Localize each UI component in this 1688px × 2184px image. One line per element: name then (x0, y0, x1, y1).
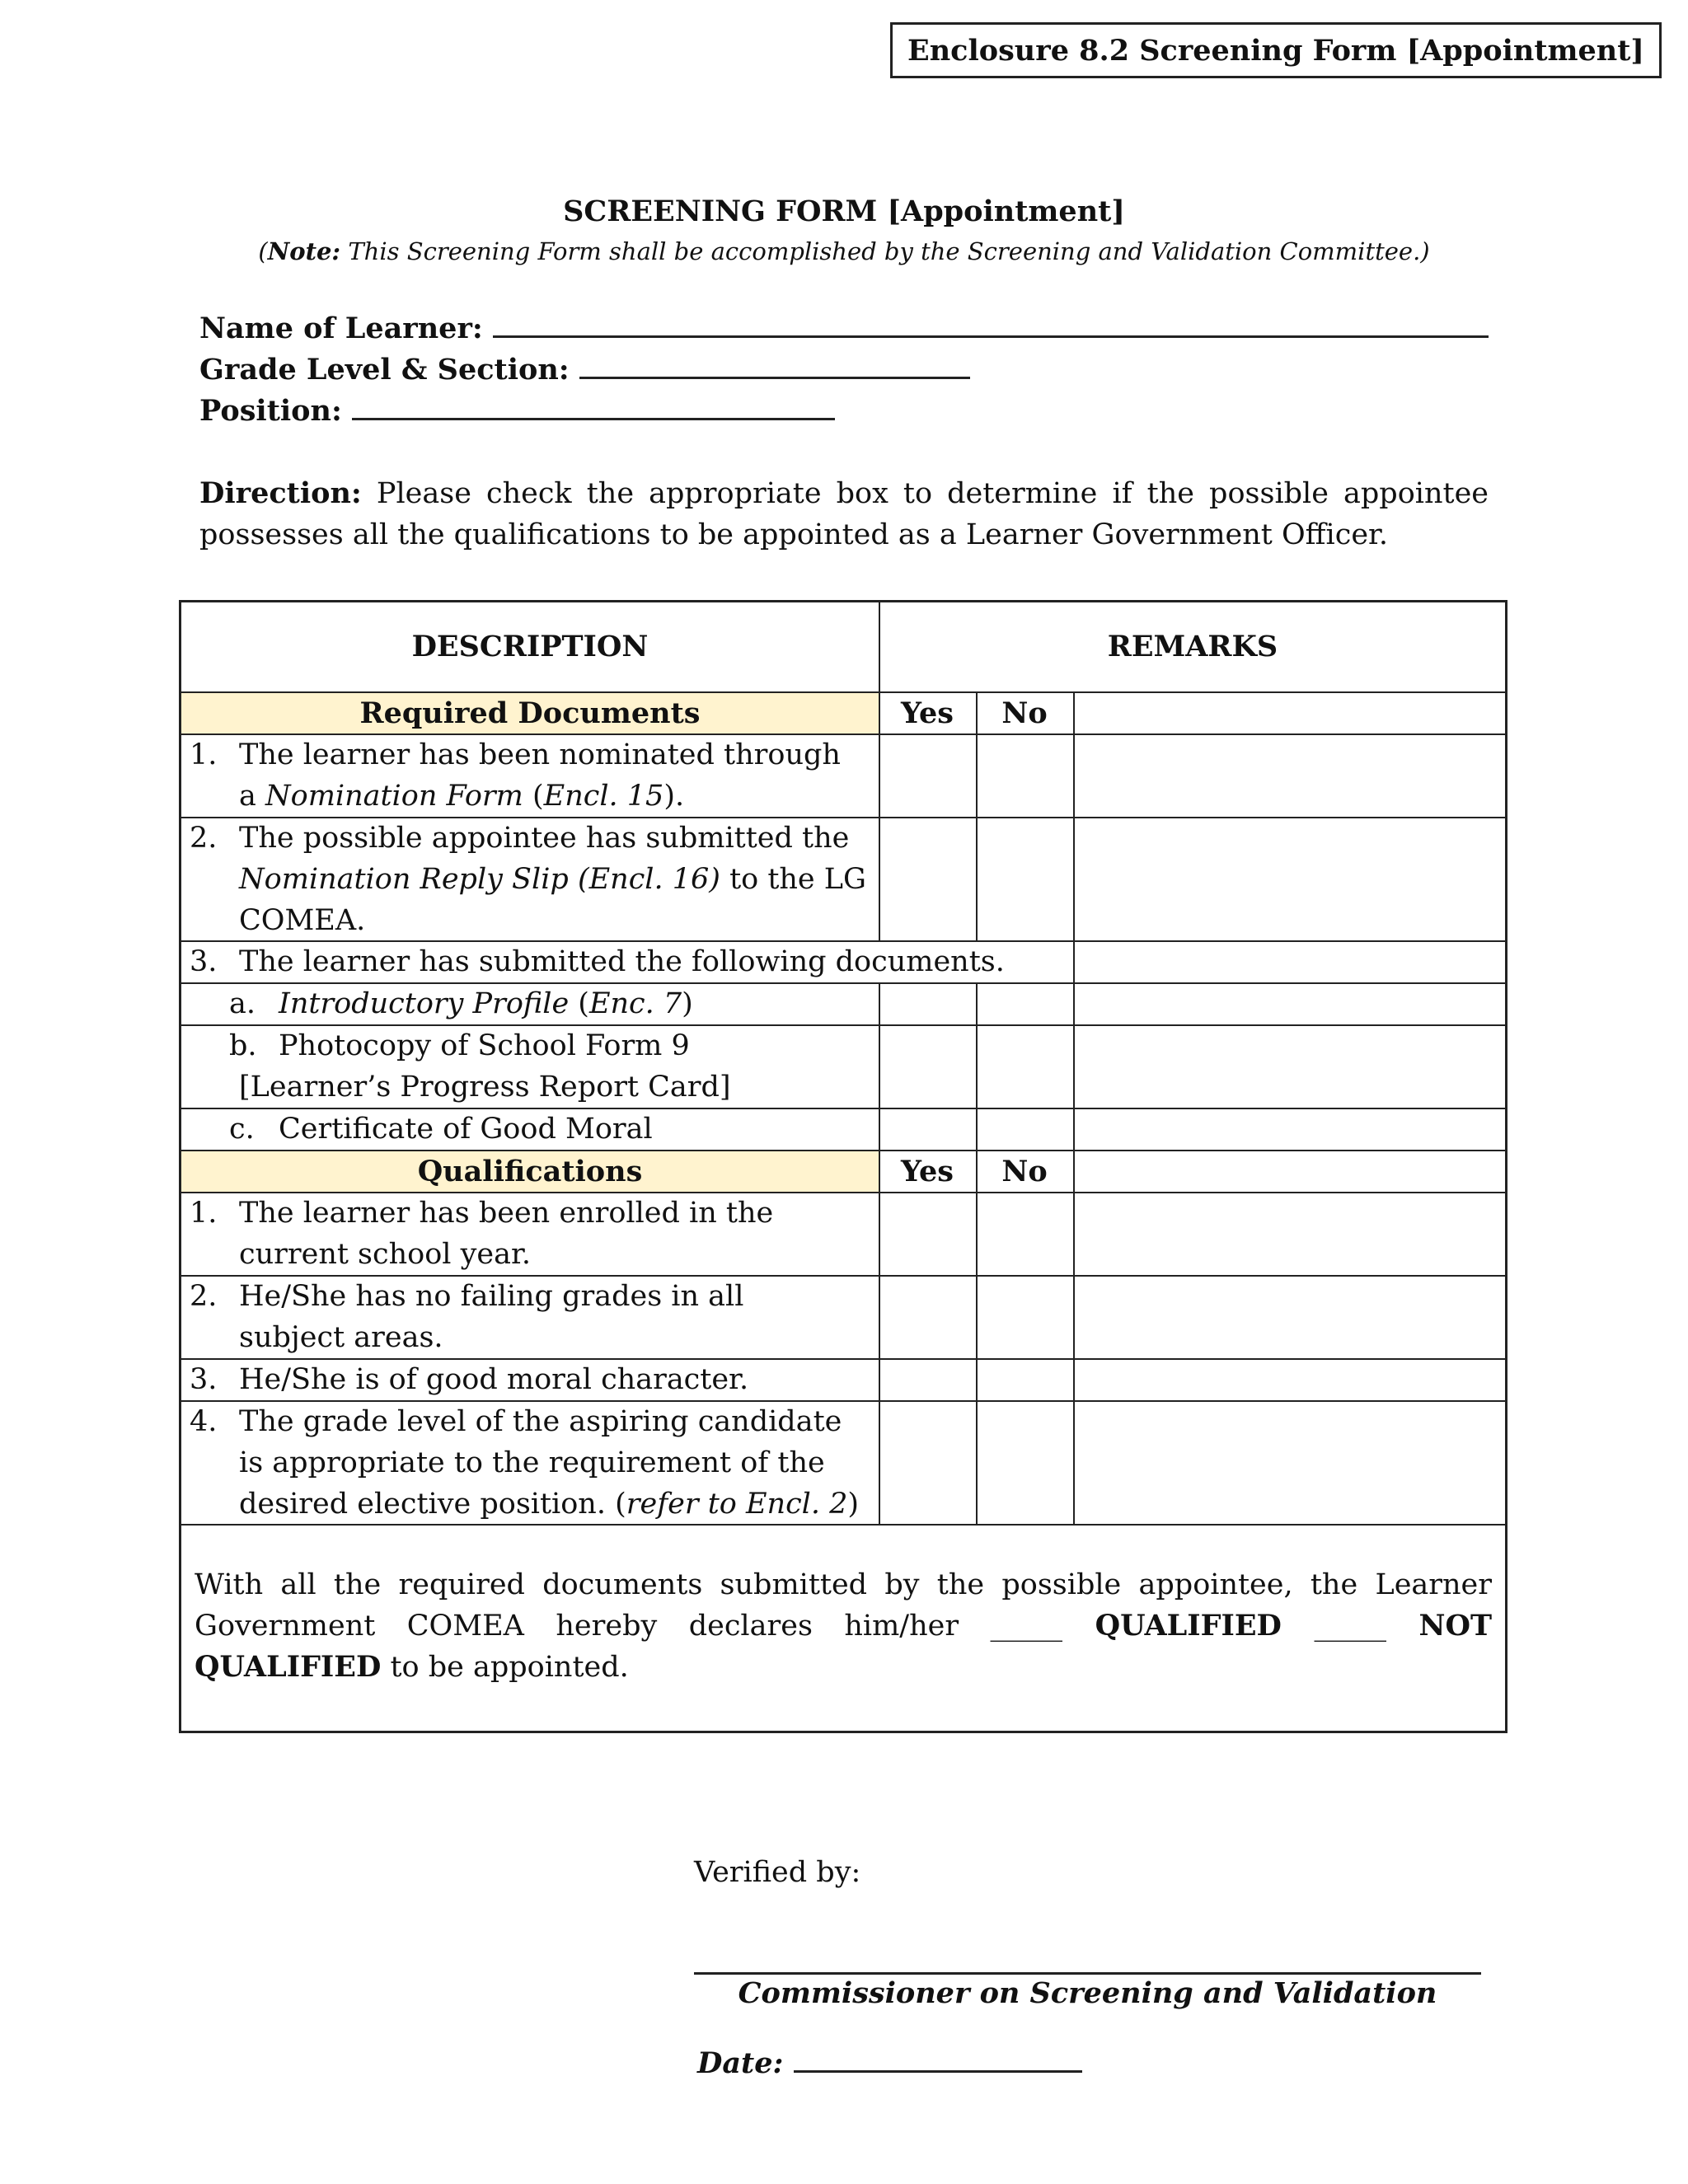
text-run-italic: Encl. 15 (543, 780, 664, 813)
text-run-italic: Nomination Reply Slip (Encl. 16) (239, 863, 720, 896)
note-open-paren: ( (258, 237, 268, 265)
direction-text: Please check the appropriate box to determine if the possible appointee possesses all the qualifications to be appointed as a Learner Government Officer. (199, 477, 1489, 551)
qualification-declaration (195, 1564, 1492, 1688)
doc-1-yes-cell[interactable] (880, 735, 974, 817)
table-col-rule (1073, 691, 1075, 1524)
doc-3a-yes-cell[interactable] (880, 984, 974, 1024)
date-line[interactable] (794, 2047, 1082, 2073)
doc-3a-no-cell[interactable] (978, 984, 1071, 1024)
item-number: 2. (190, 822, 218, 855)
qualification-1-line1: The learner has been enrolled in the (239, 1197, 774, 1230)
text-run: ) (847, 1488, 860, 1521)
sub-document-b-line2: [Learner’s Progress Report Card] (239, 1071, 731, 1104)
declaration-text: With all the required documents submitted by the possible appointee, the Learner Government COMEA hereby declares him/her (195, 1568, 1492, 1643)
item-number: 1. (190, 738, 218, 771)
form-title: SCREENING FORM [Appointment] (563, 194, 1125, 228)
form-note (0, 237, 1688, 265)
description-header: DESCRIPTION (411, 630, 649, 663)
sub-document-a (279, 983, 693, 1024)
text-run-italic: refer to Encl. 2 (626, 1488, 848, 1521)
document-1-line2 (239, 776, 684, 817)
required-documents-heading: Required Documents (359, 696, 701, 730)
signature-line[interactable] (694, 1972, 1481, 1975)
name-of-learner-label: Name of Learner: (199, 312, 483, 345)
sub-document-c: Certificate of Good Moral (279, 1113, 653, 1146)
text-run: ) (682, 987, 693, 1020)
doc-3c-yes-cell[interactable] (880, 1109, 974, 1150)
qual-3-no-cell[interactable] (978, 1360, 1071, 1400)
position-line[interactable] (352, 395, 835, 420)
qualifications-heading: Qualifications (417, 1155, 643, 1188)
commissioner-title: Commissioner on Screening and Validation (738, 1976, 1437, 2010)
document-1-line1: The learner has been nominated through (239, 738, 841, 771)
doc-2-no-cell[interactable] (978, 818, 1071, 940)
item-number: 3. (190, 945, 218, 978)
document-3-line1: The learner has submitted the following documents. (239, 945, 1005, 978)
enclosure-label: Enclosure 8.2 Screening Form [Appointment] (890, 22, 1662, 78)
not-qualified-blank[interactable]: _____ (1314, 1610, 1386, 1643)
document-2-line1: The possible appointee has submitted the (239, 822, 850, 855)
screening-table (179, 600, 1507, 1733)
doc-3c-no-cell[interactable] (978, 1109, 1071, 1150)
qualified-label: QUALIFIED (1062, 1609, 1315, 1643)
note-text: This Screening Form shall be accomplished by the Screening and Validation Committee.) (340, 237, 1430, 265)
item-number: 3. (190, 1363, 218, 1396)
item-number: 2. (190, 1280, 218, 1313)
grade-level-section-line[interactable] (579, 354, 970, 379)
doc-1-no-cell[interactable] (978, 735, 1071, 817)
position-label: Position: (199, 394, 342, 428)
name-of-learner-field[interactable] (199, 312, 1489, 345)
text-run: a (239, 780, 265, 813)
no-column-label: No (1001, 696, 1048, 730)
no-column-label: No (1001, 1155, 1048, 1188)
declaration-text-end: to be appointed. (381, 1651, 629, 1684)
item-number: 4. (190, 1405, 218, 1438)
yes-column-label: Yes (901, 1155, 954, 1188)
text-run-italic: Nomination Form (265, 780, 523, 813)
qual-4-no-cell[interactable] (978, 1402, 1071, 1524)
qualification-4-line1: The grade level of the aspiring candidate (239, 1405, 842, 1438)
text-run-italic: Introductory Profile (279, 987, 570, 1020)
text-run-italic: Enc. 7 (588, 987, 682, 1020)
qualified-blank[interactable]: _____ (990, 1610, 1063, 1643)
not-qualified-label: NOT QUALIFIED (195, 1609, 1492, 1684)
sub-item-letter: a. (229, 987, 256, 1020)
doc-3b-no-cell[interactable] (978, 1026, 1071, 1108)
qual-2-yes-cell[interactable] (880, 1277, 974, 1358)
document-2-line2 (239, 859, 866, 900)
qualification-4-line3 (239, 1483, 859, 1525)
sub-document-b-line1: Photocopy of School Form 9 (279, 1029, 690, 1062)
qual-1-yes-cell[interactable] (880, 1193, 974, 1275)
sub-item-letter: c. (229, 1113, 255, 1146)
qualification-2-line1: He/She has no failing grades in all (239, 1280, 744, 1313)
text-run: ). (663, 780, 685, 813)
grade-level-section-field[interactable] (199, 353, 970, 387)
direction-paragraph (199, 473, 1489, 555)
verified-by-label: Verified by: (694, 1856, 861, 1889)
grade-level-section-label: Grade Level & Section: (199, 353, 570, 387)
direction-label: Direction: (199, 476, 362, 510)
name-of-learner-line[interactable] (493, 312, 1489, 338)
qual-4-yes-cell[interactable] (880, 1402, 974, 1524)
remarks-header: REMARKS (1107, 630, 1278, 663)
text-run: desired elective position. ( (239, 1488, 626, 1521)
qualification-1-line2: current school year. (239, 1238, 531, 1271)
note-label: Note: (267, 237, 341, 265)
qual-2-no-cell[interactable] (978, 1277, 1071, 1358)
position-field[interactable] (199, 394, 835, 428)
qualification-4-line2: is appropriate to the requirement of the (239, 1446, 825, 1479)
qualification-3-line1: He/She is of good moral character. (239, 1363, 749, 1396)
qualification-2-line2: subject areas. (239, 1321, 443, 1354)
doc-3b-yes-cell[interactable] (880, 1026, 974, 1108)
qual-1-no-cell[interactable] (978, 1193, 1071, 1275)
yes-column-label: Yes (901, 696, 954, 730)
date-field[interactable] (697, 2046, 1082, 2080)
item-number: 1. (190, 1197, 218, 1230)
date-label: Date: (697, 2046, 784, 2080)
text-run: ( (569, 987, 589, 1020)
text-run: ( (523, 780, 544, 813)
doc-2-yes-cell[interactable] (880, 818, 974, 940)
sub-item-letter: b. (229, 1029, 257, 1062)
document-2-line3: COMEA. (239, 904, 366, 937)
text-run: to the LG (720, 863, 866, 896)
qual-3-yes-cell[interactable] (880, 1360, 974, 1400)
